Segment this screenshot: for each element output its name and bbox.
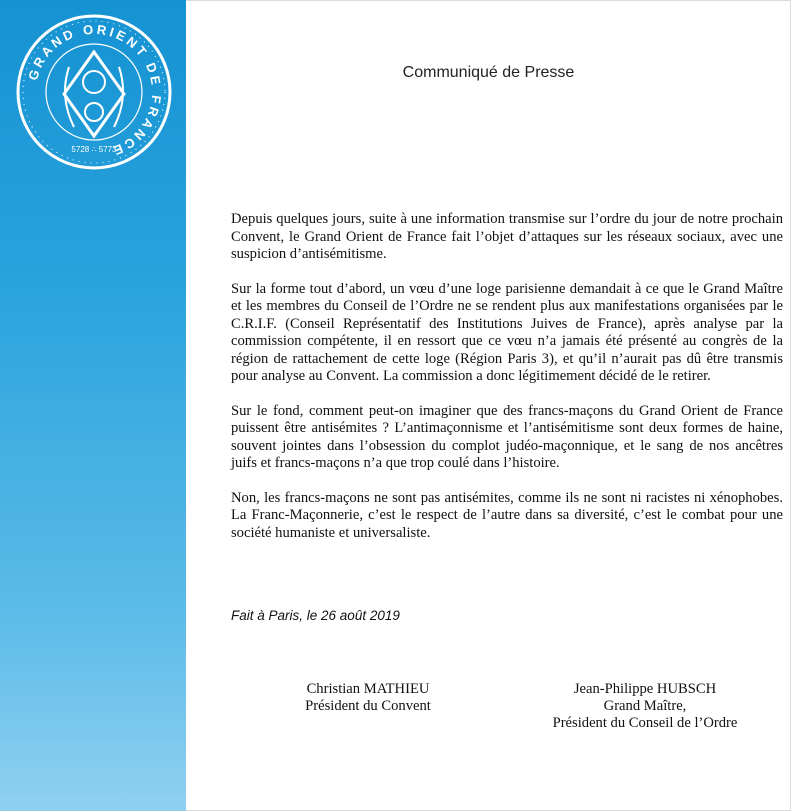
signatory-title: Grand Maître, bbox=[603, 698, 687, 714]
paragraph: Non, les francs-maçons ne sont pas antisémites, comme ils ne sont ni racistes ni xénophobes. La Franc-Maçonnerie, c’est le respect de l’autre dans sa diversité, c’est le combat pour une société humaniste et universaliste. bbox=[231, 489, 783, 541]
signature-block bbox=[530, 681, 760, 732]
sidebar-banner bbox=[0, 0, 186, 811]
date-line: Fait à Paris, le 26 août 2019 bbox=[231, 608, 400, 623]
page-title: Communiqué de Presse bbox=[402, 64, 575, 81]
signatory-name: Christian MATHIEU bbox=[306, 681, 430, 697]
svg-text:5728 ∴ 5773: 5728 ∴ 5773 bbox=[71, 145, 117, 154]
signatory-name: Jean-Philippe HUBSCH bbox=[573, 681, 717, 697]
press-release-body bbox=[231, 211, 783, 559]
signatory-title: Président du Conseil de l’Ordre bbox=[552, 715, 738, 731]
svg-text:GRAND ORIENT DE FRANCE: GRAND ORIENT DE FRANCE bbox=[25, 21, 165, 160]
paragraph: Sur le fond, comment peut-on imaginer que des francs-maçons du Grand Orient de France puissent être antisémites ? L’antimaçonnisme et l’antisémitisme sont deux formes de haine, souvent jointes dans l’obsession du complot judéo-maçonnique, et le sang de nos ancêtres juifs et francs-maçons n’a que trop coulé dans l’histoire. bbox=[231, 402, 783, 471]
signatory-title: Président du Convent bbox=[305, 698, 431, 714]
paragraph: Sur la forme tout d’abord, un vœu d’une loge parisienne demandait à ce que le Grand Maître et les membres du Conseil de l’Ordre ne se rendent plus aux manifestations organisées par le C.R.I.F. (Conseil Représentatif des Institutions Juives de France), après analyse par la commission compétente, il en ressort que ce vœu n’a jamais été présenté au congrès de la région de rattachement de cette loge (Région Paris 3), et qu’il n’aurait pas dû être transmis pour analyse au Convent. La commission a donc légitimement décidé de le retirer. bbox=[231, 280, 783, 384]
paragraph: Depuis quelques jours, suite à une information transmise sur l’ordre du jour de notre prochain Convent, le Grand Orient de France fait l’objet d’attaques sur les réseaux sociaux, avec une suspicion d’antisémitisme. bbox=[231, 211, 783, 262]
signature-block bbox=[268, 681, 468, 715]
grand-orient-seal-logo bbox=[14, 12, 174, 172]
